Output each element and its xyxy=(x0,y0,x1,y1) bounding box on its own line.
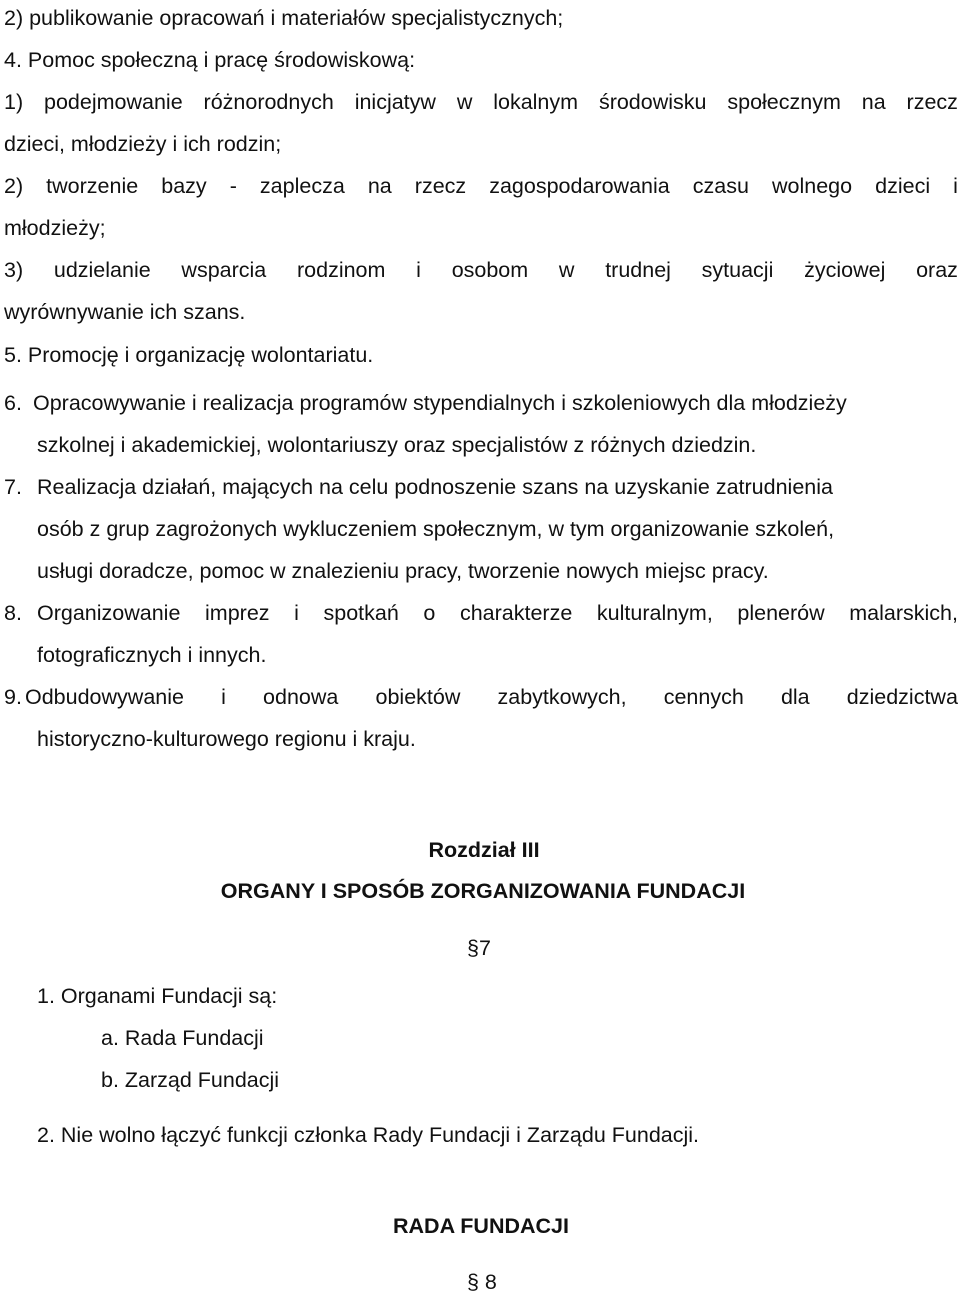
word: imprez xyxy=(205,601,270,625)
word: zabytkowych, xyxy=(497,685,627,709)
word: osobom xyxy=(451,258,529,282)
item-4-sub-3-line-1 xyxy=(4,257,958,283)
organs-item-2: 2. Nie wolno łączyć funkcji członka Rady Fundacji i Zarządu Fundacji. xyxy=(37,1123,700,1147)
word: czasu xyxy=(692,174,749,198)
item-7-line-1: Realizacja działań, mających na celu podnoszenie szans na uzyskanie zatrudnienia xyxy=(37,475,833,499)
organs-item-1: 1. Organami Fundacji są: xyxy=(37,984,278,1008)
word: obiektów xyxy=(375,685,461,709)
word: rzecz xyxy=(906,90,958,114)
item-9-line-1 xyxy=(25,684,958,710)
word: Organizowanie xyxy=(37,601,181,625)
word: kulturalnym, xyxy=(596,601,713,625)
word: rzecz xyxy=(414,174,467,198)
item-7-line-2: osób z grup zagrożonych wykluczeniem społecznym, w tym organizowanie szkoleń, xyxy=(37,517,835,541)
word: wolnego xyxy=(771,174,853,198)
chapter-subtitle: ORGANY I SPOSÓB ZORGANIZOWANIA FUNDACJI xyxy=(220,879,746,903)
word: tworzenie xyxy=(46,174,139,198)
item-6-line-1: Opracowywanie i realizacja programów stypendialnych i szkoleniowych dla młodzieży xyxy=(33,391,847,415)
paragraph-8-sign: § 8 xyxy=(467,1270,497,1294)
item-4-sub-1-line-2: dzieci, młodzieży i ich rodzin; xyxy=(4,132,282,156)
word: społecznym xyxy=(727,90,841,114)
word: dziedzictwa xyxy=(846,685,958,709)
word: Odbudowywanie xyxy=(25,685,184,709)
item-9-line-2: historyczno-kulturowego regionu i kraju. xyxy=(37,727,416,751)
line-publikowanie: 2) publikowanie opracowań i materiałów specjalistycznych; xyxy=(4,6,564,30)
word: i xyxy=(221,685,226,709)
item-4-header: 4. Pomoc społeczną i pracę środowiskową: xyxy=(4,48,416,72)
word: na xyxy=(861,90,886,114)
item-5: 5. Promocję i organizację wolontariatu. xyxy=(4,343,374,367)
word: zagospodarowania xyxy=(489,174,670,198)
word: w xyxy=(456,90,473,114)
word: i xyxy=(953,174,958,198)
word: trudnej xyxy=(605,258,671,282)
word: plenerów xyxy=(737,601,825,625)
word: charakterze xyxy=(459,601,573,625)
word: i xyxy=(294,601,299,625)
word: dzieci xyxy=(875,174,931,198)
item-8-number: 8. xyxy=(4,601,22,625)
word: inicjatyw xyxy=(354,90,436,114)
word: oraz xyxy=(916,258,958,282)
word: 2) xyxy=(4,174,24,198)
word: wsparcia xyxy=(181,258,267,282)
organs-item-1a: a. Rada Fundacji xyxy=(101,1026,264,1050)
word: sytuacji xyxy=(701,258,774,282)
word: podejmowanie xyxy=(44,90,183,114)
item-4-sub-3-line-2: wyrównywanie ich szans. xyxy=(4,300,246,324)
item-8-line-1 xyxy=(37,600,958,626)
word: i xyxy=(416,258,421,282)
word: cennych xyxy=(663,685,744,709)
word: malarskich, xyxy=(849,601,958,625)
organs-item-1b: b. Zarząd Fundacji xyxy=(101,1068,280,1092)
word: lokalnym xyxy=(493,90,579,114)
item-4-sub-2-line-1 xyxy=(4,173,958,199)
word: zaplecza xyxy=(259,174,345,198)
word: na xyxy=(367,174,392,198)
word: dla xyxy=(780,685,810,709)
word: środowisku xyxy=(598,90,707,114)
item-7-number: 7. xyxy=(4,475,22,499)
word: odnowa xyxy=(263,685,339,709)
item-4-sub-2-line-2: młodzieży; xyxy=(4,216,106,240)
word: 1) xyxy=(4,90,24,114)
word: w xyxy=(558,258,575,282)
word: 3) xyxy=(4,258,24,282)
item-7-line-3: usługi doradcze, pomoc w znalezieniu pracy, tworzenie nowych miejsc pracy. xyxy=(37,559,769,583)
item-8-line-2: fotograficznych i innych. xyxy=(37,643,267,667)
paragraph-7-sign: §7 xyxy=(467,936,491,960)
word: o xyxy=(423,601,436,625)
word: udzielanie xyxy=(53,258,151,282)
word: - xyxy=(229,174,237,198)
word: bazy xyxy=(161,174,207,198)
word: rodzinom xyxy=(297,258,386,282)
word: życiowej xyxy=(804,258,886,282)
item-6-number: 6. xyxy=(4,391,22,415)
item-4-sub-1-line-1 xyxy=(4,89,958,115)
rada-fundacji-heading: RADA FUNDACJI xyxy=(393,1214,569,1238)
word: spotkań xyxy=(323,601,399,625)
chapter-title: Rozdział III xyxy=(428,838,540,862)
item-6-line-2: szkolnej i akademickiej, wolontariuszy oraz specjalistów z różnych dziedzin. xyxy=(37,433,757,457)
item-9-number: 9. xyxy=(4,685,22,709)
word: różnorodnych xyxy=(203,90,334,114)
